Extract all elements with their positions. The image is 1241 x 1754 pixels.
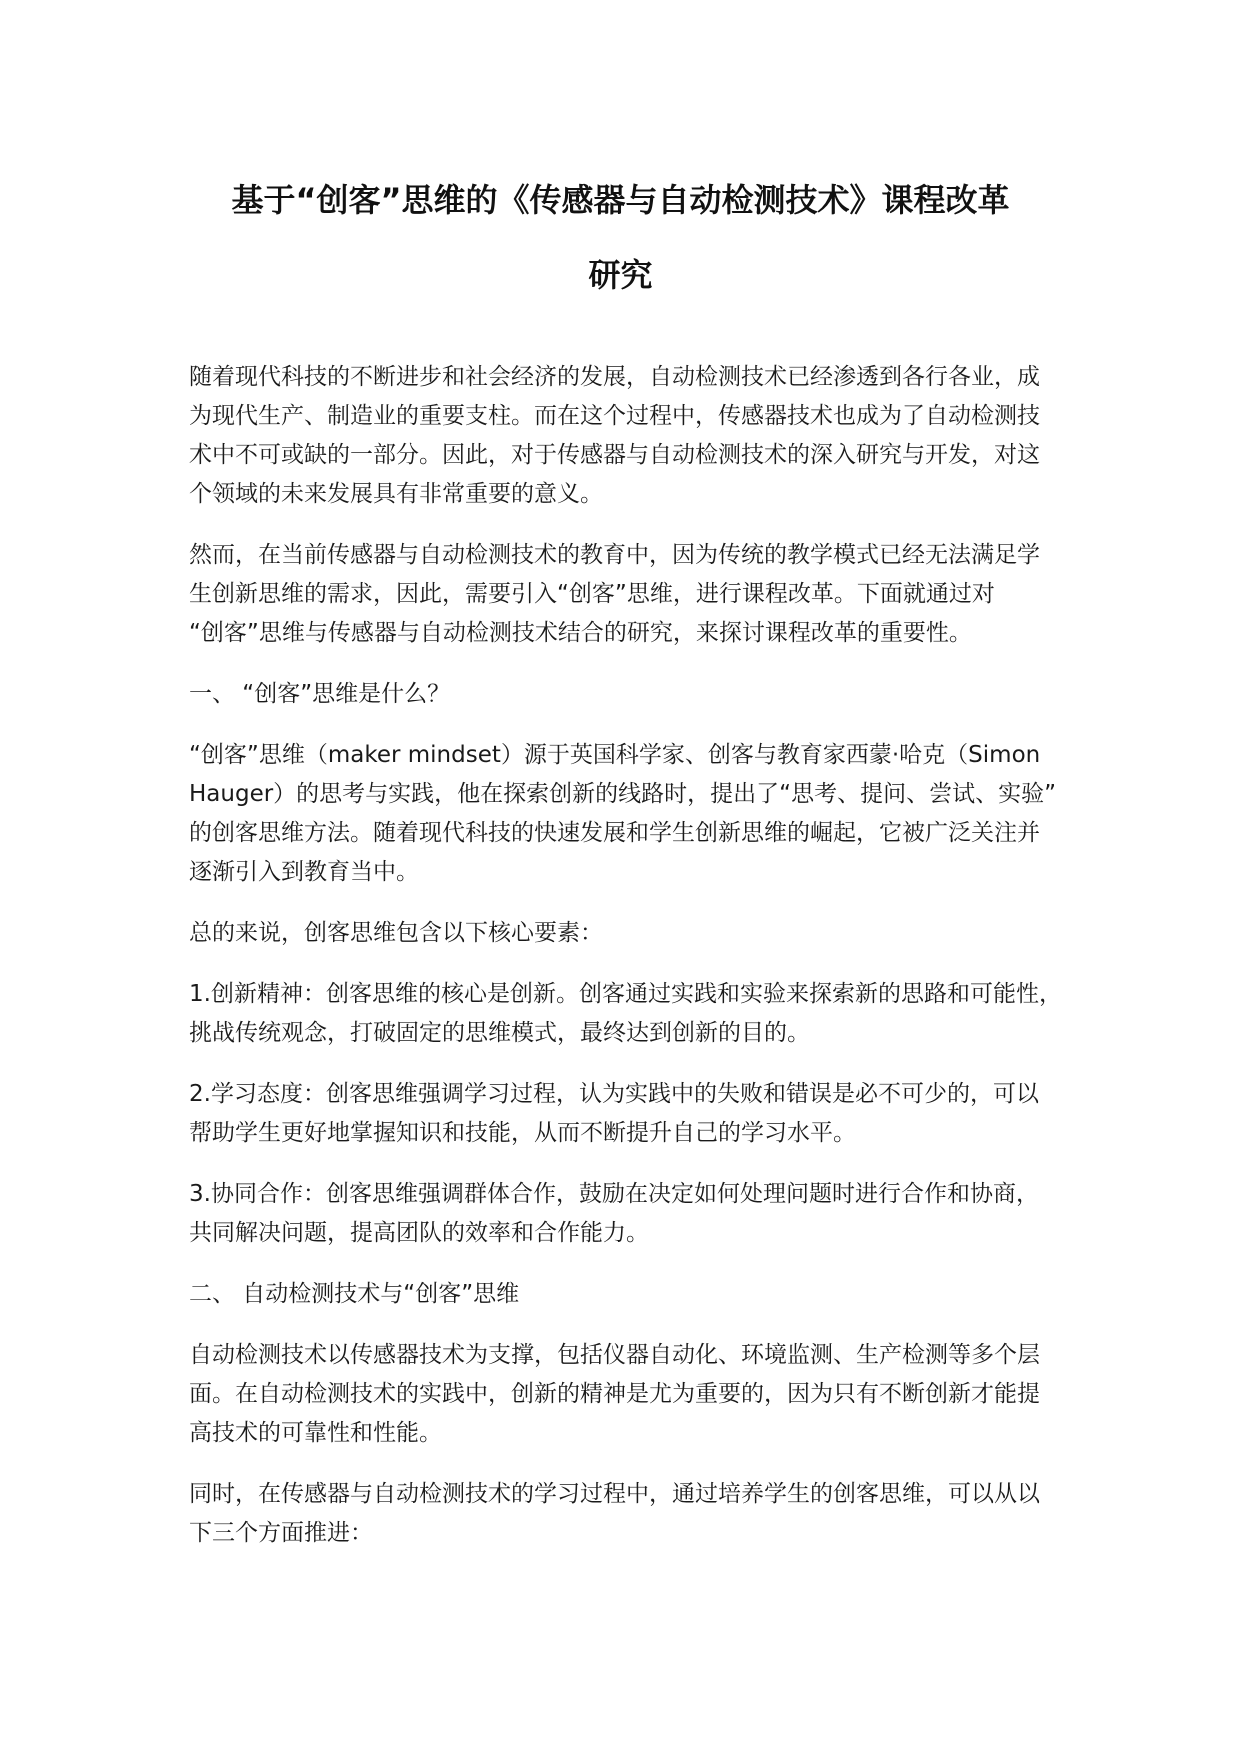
paragraph-however — [189, 536, 1069, 653]
text-line: “创客”思维与传感器与自动检测技术结合的研究，来探讨课程改革的重要性。 — [189, 620, 972, 646]
list-item-1 — [189, 975, 1069, 1053]
text-line: 同时，在传感器与自动检测技术的学习过程中，通过培养学生的创客思维，可以从以 — [189, 1481, 1040, 1507]
text-line: 为现代生产、制造业的重要支柱。而在这个过程中，传感器技术也成为了自动检测技 — [189, 403, 1040, 429]
paragraph-auto-detection — [189, 1336, 1069, 1453]
text-line: “创客”思维（maker mindset）源于英国科学家、创客与教育家西蒙·哈克（Simon — [189, 742, 1041, 768]
text-line: 挑战传统观念，打破固定的思维模式，最终达到创新的目的。 — [189, 1020, 810, 1046]
paragraph-summary — [189, 914, 1069, 953]
text-line: 的创客思维方法。随着现代科技的快速发展和学生创新思维的崛起，它被广泛关注并 — [189, 820, 1040, 846]
document-body — [189, 358, 1069, 1575]
paragraph-maker-mindset — [189, 736, 1069, 892]
text-line: 帮助学生更好地掌握知识和技能，从而不断提升自己的学习水平。 — [189, 1120, 856, 1146]
text-line: 个领域的未来发展具有非常重要的意义。 — [189, 481, 603, 507]
text-line: Hauger）的思考与实践，他在探索创新的线路时，提出了“思考、提问、尝试、实验” — [189, 781, 1057, 807]
text-line: 高技术的可靠性和性能。 — [189, 1420, 442, 1446]
list-item-3 — [189, 1175, 1069, 1253]
text-line: 下三个方面推进： — [189, 1520, 373, 1546]
text-line: 1.创新精神：创客思维的核心是创新。创客通过实践和实验来探索新的思路和可能性， — [189, 981, 1062, 1007]
text-line: 逐渐引入到教育当中。 — [189, 859, 419, 885]
text-line: 然而，在当前传感器与自动检测技术的教育中，因为传统的教学模式已经无法满足学 — [189, 542, 1040, 568]
text-line: 共同解决问题，提高团队的效率和合作能力。 — [189, 1220, 649, 1246]
text-line: 3.协同合作：创客思维强调群体合作，鼓励在决定如何处理问题时进行合作和协商， — [189, 1181, 1039, 1207]
paragraph-intro — [189, 358, 1069, 514]
text-line: 面。在自动检测技术的实践中，创新的精神是尤为重要的，因为只有不断创新才能提 — [189, 1381, 1040, 1407]
text-line: 术中不可或缺的一部分。因此，对于传感器与自动检测技术的深入研究与开发，对这 — [189, 442, 1040, 468]
paragraph-meanwhile — [189, 1475, 1069, 1553]
text-line: 一、 “创客”思维是什么？ — [189, 681, 451, 707]
list-item-2 — [189, 1075, 1069, 1153]
text-line: 2.学习态度：创客思维强调学习过程，认为实践中的失败和错误是必不可少的，可以 — [189, 1081, 1039, 1107]
text-line: 总的来说，创客思维包含以下核心要素： — [189, 920, 603, 946]
document-title-line-2: 研究 — [588, 256, 653, 294]
document-title-line-1: 基于“创客”思维的《传感器与自动检测技术》课程改革 — [231, 181, 1010, 219]
section-heading-1 — [189, 675, 1069, 714]
text-line: 生创新思维的需求，因此，需要引入“创客”思维，进行课程改革。下面就通过对 — [189, 581, 995, 607]
section-heading-2 — [189, 1275, 1069, 1314]
text-line: 自动检测技术以传感器技术为支撑，包括仪器自动化、环境监测、生产检测等多个层 — [189, 1342, 1040, 1368]
text-line: 随着现代科技的不断进步和社会经济的发展，自动检测技术已经渗透到各行各业，成 — [189, 364, 1040, 390]
text-line: 二、 自动检测技术与“创客”思维 — [189, 1281, 520, 1307]
